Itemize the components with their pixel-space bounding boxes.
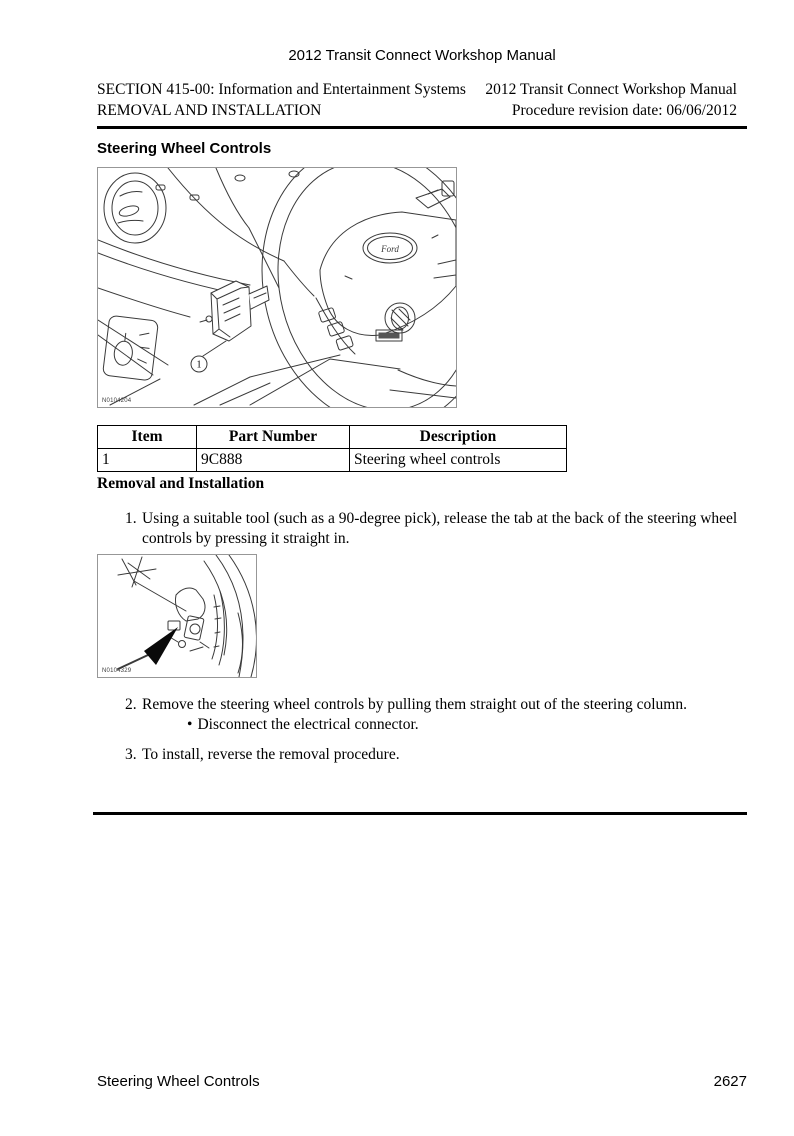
step-3-text: To install, reverse the removal procedure. bbox=[142, 746, 400, 763]
step-2-text: Remove the steering wheel controls by pulling them straight out of the steering column. bbox=[142, 696, 687, 713]
header-removal-line: REMOVAL AND INSTALLATION bbox=[97, 102, 322, 119]
ford-logo-text: Ford bbox=[381, 244, 399, 254]
topic-heading: Steering Wheel Controls bbox=[97, 140, 272, 157]
cell-item: 1 bbox=[98, 449, 197, 472]
step-2-bullet bbox=[187, 715, 747, 735]
step-1-text: Using a suitable tool (such as a 90-degree pick), release the tab at the back of the steering wheel controls by pressing it straight in. bbox=[142, 510, 738, 547]
tab-release-drawing bbox=[98, 555, 256, 677]
header-divider-rule bbox=[97, 126, 747, 129]
header-manual-block bbox=[485, 79, 747, 121]
column-header-item: Item bbox=[98, 426, 197, 449]
page-footer bbox=[97, 1073, 747, 1090]
column-header-part-number: Part Number bbox=[197, 426, 350, 449]
header-section-line: SECTION 415-00: Information and Entertainment Systems bbox=[97, 81, 466, 98]
figure1-caption: N0104204 bbox=[102, 398, 132, 404]
bullet-glyph: • bbox=[187, 715, 193, 733]
parts-table-header-row bbox=[98, 426, 567, 449]
step-3-number: 3. bbox=[125, 746, 137, 763]
column-header-description: Description bbox=[350, 426, 567, 449]
header-manual-name: 2012 Transit Connect Workshop Manual bbox=[485, 81, 737, 98]
step-2 bbox=[125, 695, 747, 715]
figure-dashboard-overview bbox=[97, 167, 457, 408]
parts-table bbox=[97, 425, 567, 472]
header-section-block bbox=[97, 79, 466, 121]
table-row bbox=[98, 449, 567, 472]
step-1-number: 1. bbox=[125, 510, 137, 527]
step-2-number: 2. bbox=[125, 696, 137, 713]
step-1 bbox=[125, 509, 747, 548]
figure-tab-release-closeup bbox=[97, 554, 257, 678]
cell-description: Steering wheel controls bbox=[350, 449, 567, 472]
bottom-divider-rule bbox=[93, 812, 747, 815]
footer-page-number: 2627 bbox=[713, 1073, 747, 1090]
figure2-caption: N0104329 bbox=[102, 668, 132, 674]
cell-part-number: 9C888 bbox=[197, 449, 350, 472]
page-title: 2012 Transit Connect Workshop Manual bbox=[288, 47, 556, 64]
removal-installation-heading: Removal and Installation bbox=[97, 475, 265, 492]
document-header bbox=[97, 79, 747, 121]
step-3 bbox=[125, 745, 747, 765]
footer-topic-label: Steering Wheel Controls bbox=[97, 1073, 260, 1090]
callout-1-label: 1 bbox=[196, 359, 202, 371]
steering-wheel-drawing bbox=[98, 168, 456, 407]
step-2-bullet-text: Disconnect the electrical connector. bbox=[197, 715, 419, 733]
header-revision-date: Procedure revision date: 06/06/2012 bbox=[511, 102, 737, 119]
